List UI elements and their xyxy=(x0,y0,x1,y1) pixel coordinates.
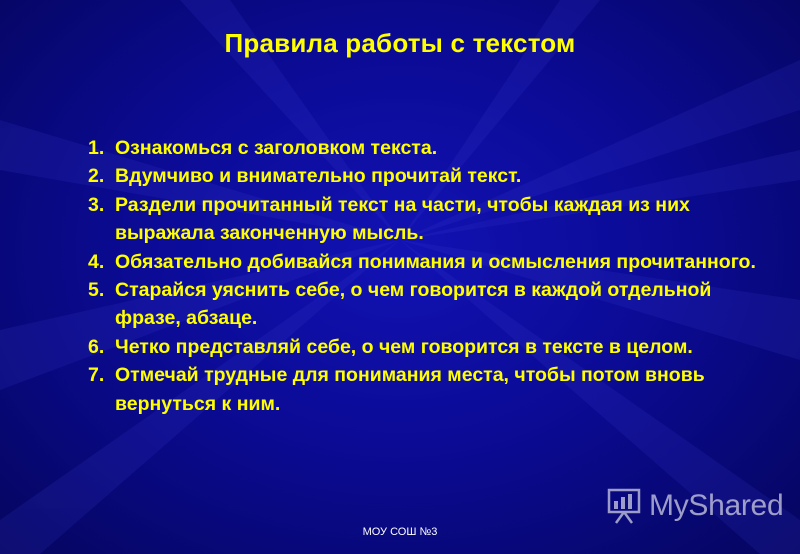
rule-number: 1. xyxy=(88,137,105,159)
rule-text: Ознакомься с заголовком текста. xyxy=(115,137,438,159)
rule-item xyxy=(88,162,768,190)
rule-text: Отмечай трудные для понимания места, чтобы потом вновь вернуться к ним. xyxy=(115,364,705,415)
watermark xyxy=(607,488,783,524)
rule-number: 3. xyxy=(88,193,105,216)
slide-footer: МОУ СОШ №3 xyxy=(362,526,438,538)
rule-item xyxy=(88,333,768,361)
rule-number: 6. xyxy=(88,335,105,358)
rule-item xyxy=(88,248,768,276)
rule-item xyxy=(88,134,768,162)
rule-number: 7. xyxy=(88,364,105,387)
rule-text: Раздели прочитанный текст на части, чтобы каждая из них выражала законченную мысль. xyxy=(115,193,690,245)
rule-number: 5. xyxy=(88,279,105,302)
rule-text: Обязательно добивайся понимания и осмысления прочитанного. xyxy=(115,250,756,273)
watermark-text: MyShared xyxy=(649,489,784,522)
slide-title: Правила работы с текстом xyxy=(224,28,576,58)
rule-number: 2. xyxy=(88,165,105,188)
rule-item xyxy=(88,276,768,333)
presentation-board-icon xyxy=(607,488,641,524)
rule-number: 4. xyxy=(88,250,105,273)
rule-text: Вдумчиво и внимательно прочитай текст. xyxy=(115,165,522,188)
rule-item xyxy=(88,191,768,248)
rule-text: Старайся уяснить себе, о чем говорится в каждой отдельной фразе, абзаце. xyxy=(115,279,712,330)
rules-list xyxy=(88,134,768,418)
rule-text: Четко представляй себе, о чем говорится в тексте в целом. xyxy=(115,335,693,358)
rule-item xyxy=(88,361,768,418)
